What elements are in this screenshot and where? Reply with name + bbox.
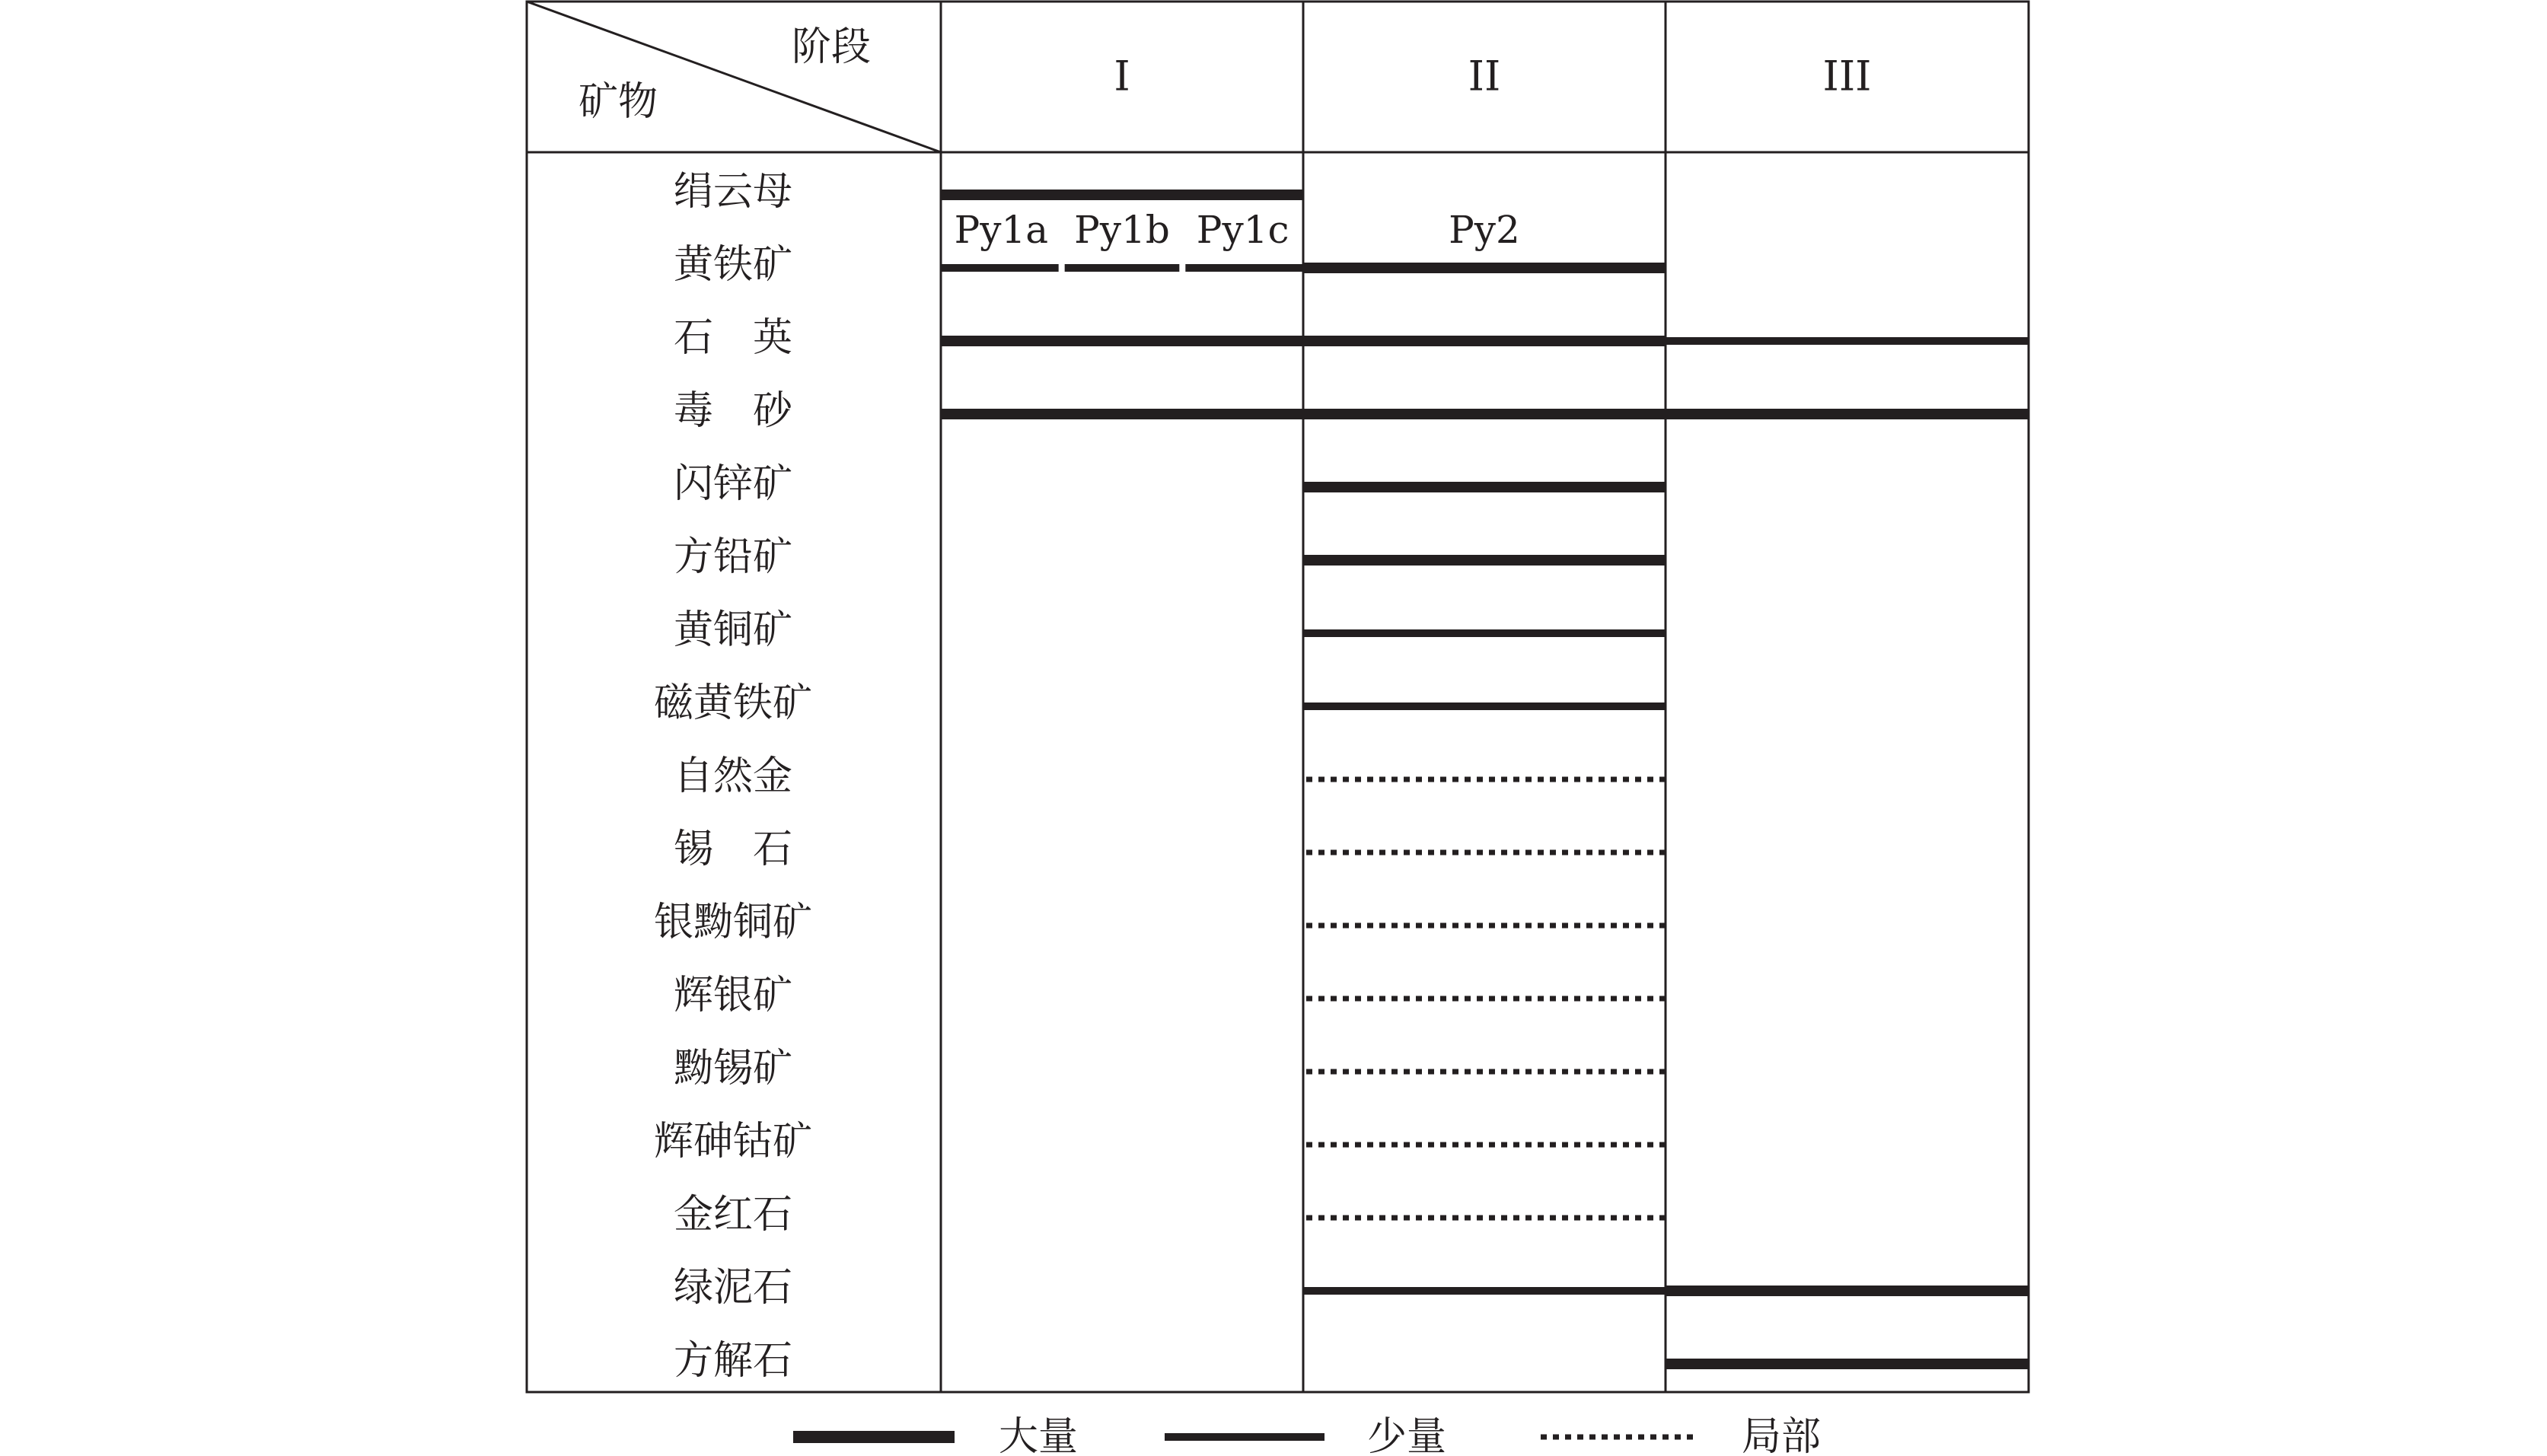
mineral-label: 毒 砂 bbox=[673, 388, 793, 434]
mineral-label: 黄铁矿 bbox=[673, 242, 793, 288]
mineral-label: 绿泥石 bbox=[673, 1265, 793, 1311]
legend-label: 大量 bbox=[999, 1414, 1079, 1456]
mineral-label: 黄铜矿 bbox=[673, 607, 793, 653]
stage-label-3: III bbox=[1822, 52, 1872, 100]
mineral-label: 辉砷钴矿 bbox=[653, 1119, 813, 1164]
legend-label: 局部 bbox=[1742, 1414, 1822, 1456]
pyrite-generation-label: Py1a bbox=[954, 208, 1049, 252]
stage-label-1: I bbox=[1114, 52, 1130, 100]
mineral-label: 绢云母 bbox=[673, 169, 793, 215]
mineral-header-label: 矿物 bbox=[578, 79, 658, 125]
mineral-label: 方解石 bbox=[673, 1338, 793, 1384]
mineral-label: 金红石 bbox=[673, 1192, 793, 1238]
diagonal-header-line bbox=[527, 2, 941, 152]
mineral-label: 锡 石 bbox=[673, 827, 793, 872]
pyrite-generation-label: Py1b bbox=[1074, 208, 1170, 252]
pyrite-generation-label: Py1c bbox=[1196, 208, 1289, 252]
stage-label-2: II bbox=[1468, 52, 1501, 100]
mineral-label: 闪锌矿 bbox=[673, 461, 793, 507]
mineral-label: 方铅矿 bbox=[673, 534, 793, 580]
legend-label: 少量 bbox=[1367, 1414, 1447, 1456]
mineral-label: 石 英 bbox=[673, 315, 793, 361]
mineral-label: 自然金 bbox=[673, 753, 793, 799]
mineral-label: 辉银矿 bbox=[673, 973, 793, 1018]
pyrite-generation-label: Py2 bbox=[1449, 208, 1520, 252]
stage-header-label: 阶段 bbox=[791, 24, 872, 70]
mineral-label: 磁黄铁矿 bbox=[653, 680, 813, 726]
mineral-label: 银黝铜矿 bbox=[653, 900, 813, 945]
mineral-label: 黝锡矿 bbox=[673, 1046, 793, 1091]
